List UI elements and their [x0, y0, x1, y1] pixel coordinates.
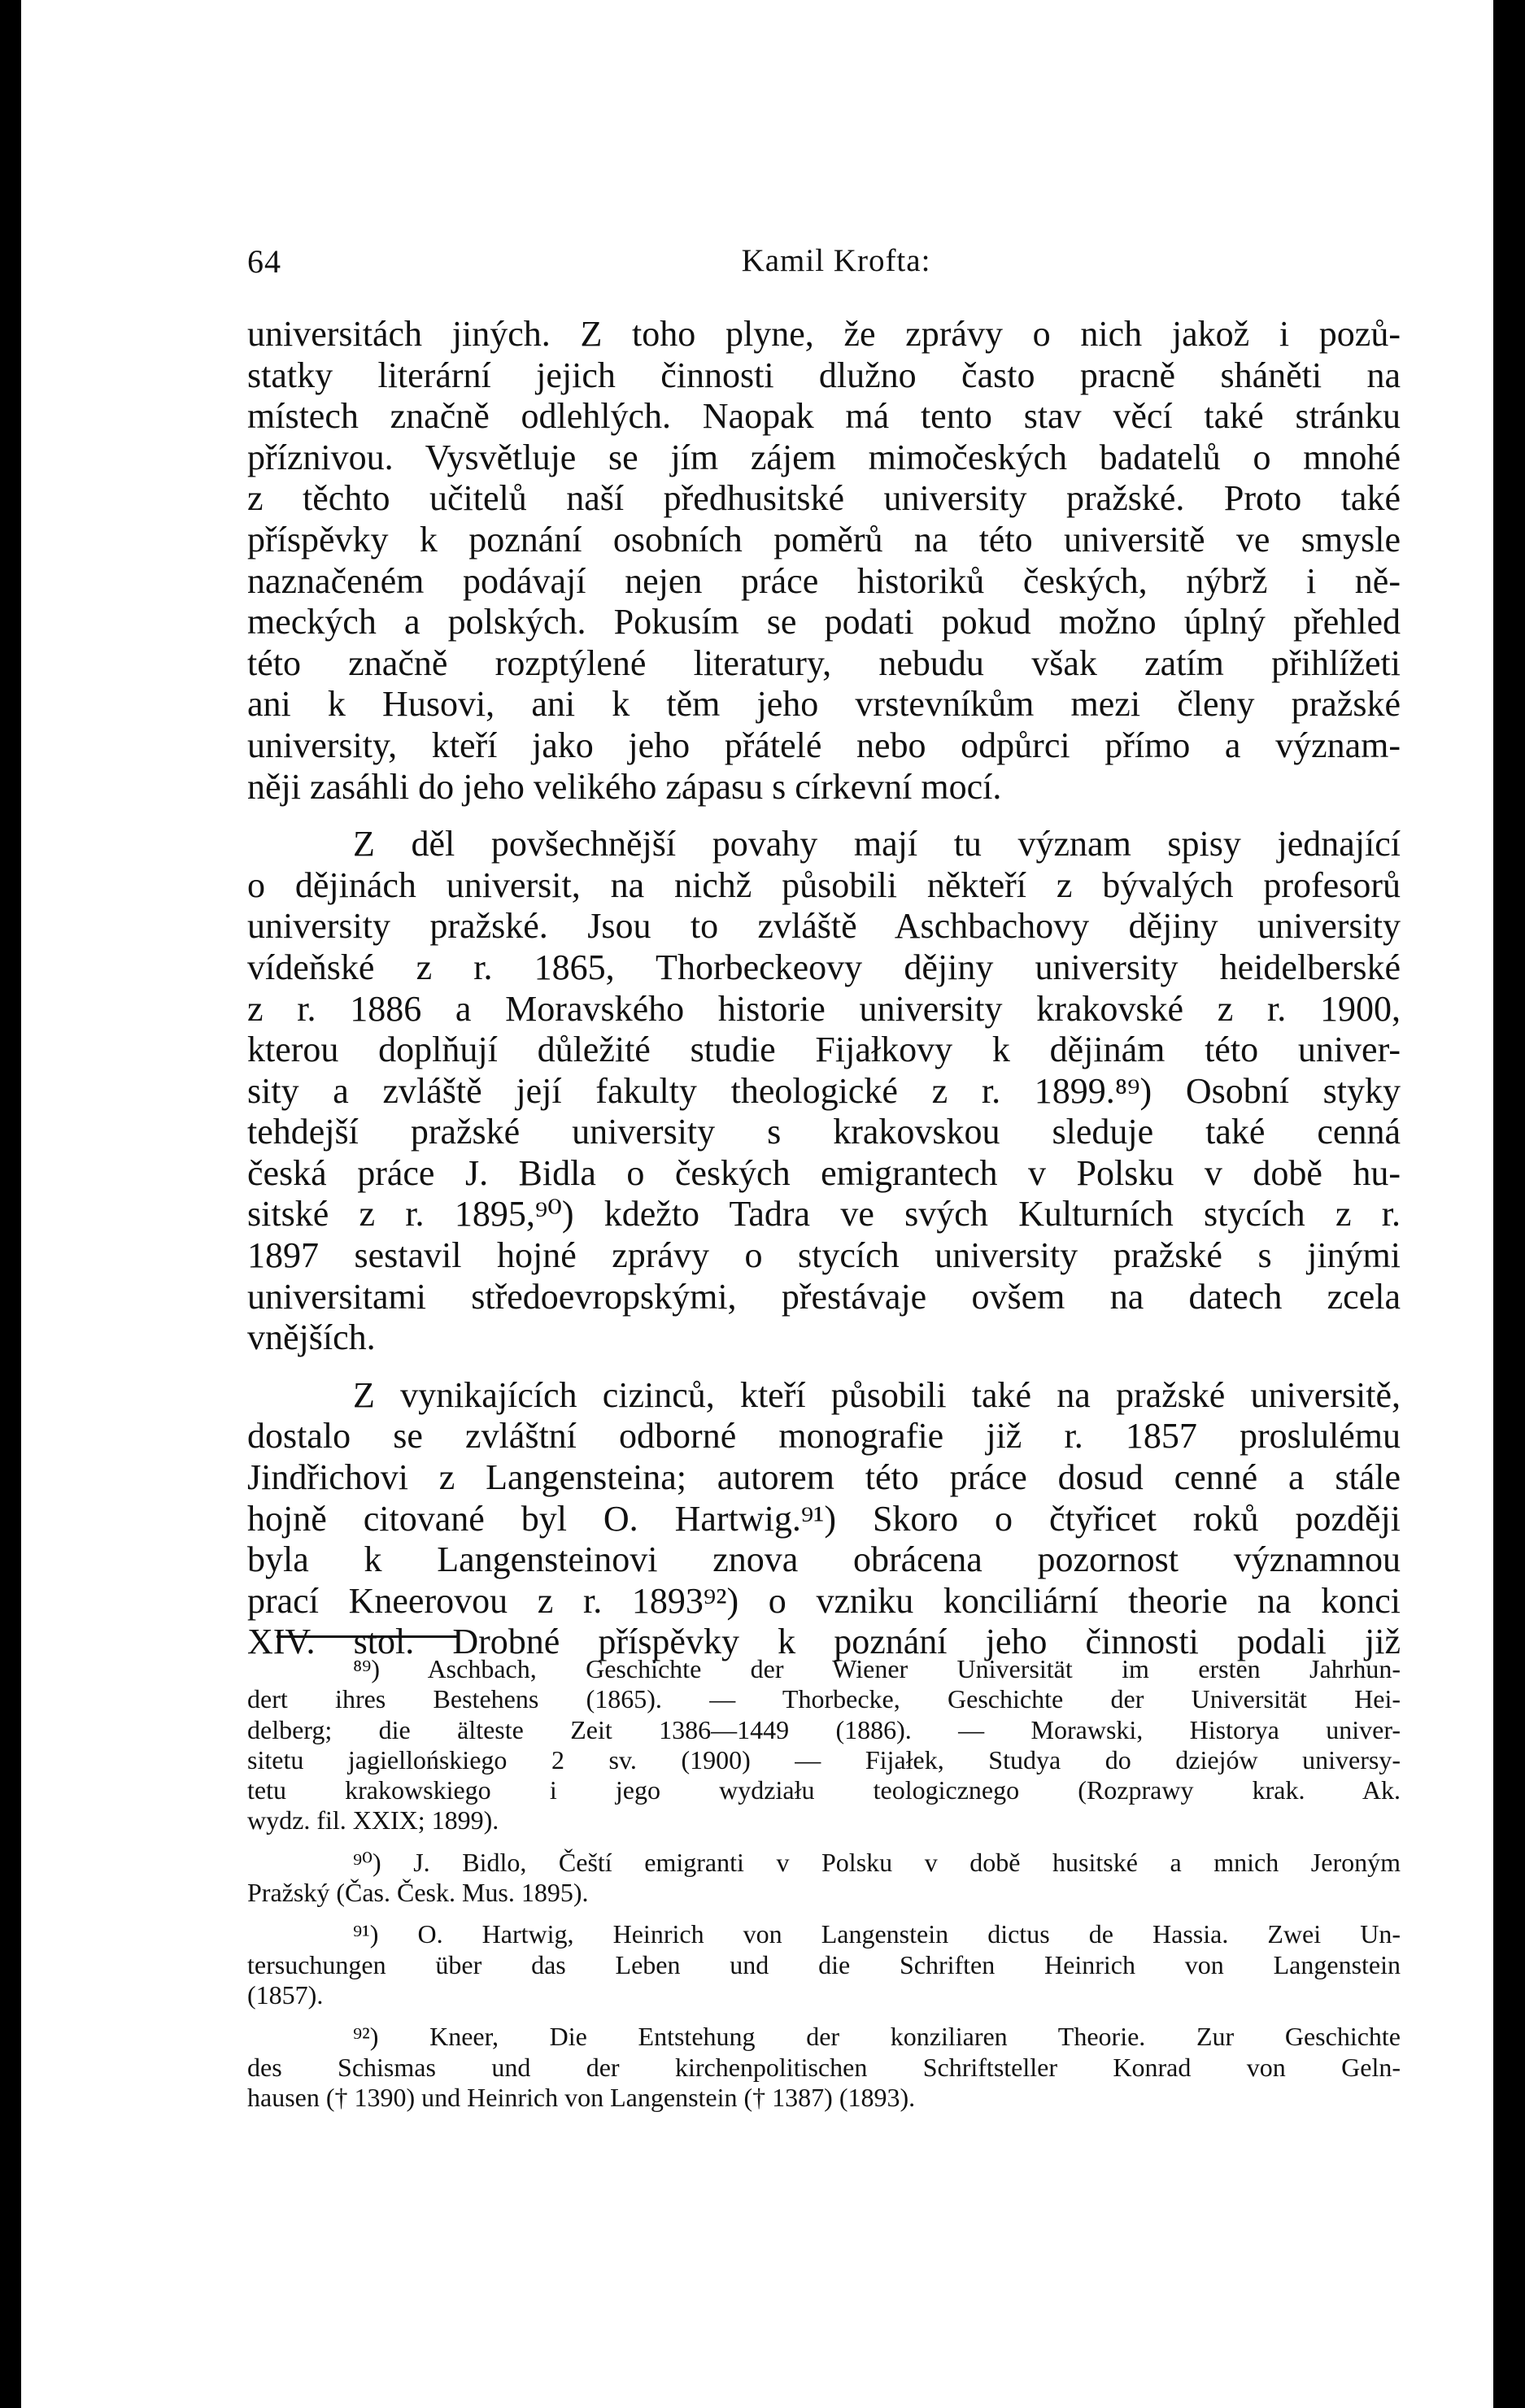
- text-line: z r. 1886 a Moravského historie university krakovské z r. 1900,: [247, 988, 1401, 1029]
- text-line: ani k Husovi, ani k těm jeho vrstevníkům mezi členy pražské: [247, 684, 1401, 725]
- text-line: Jindřichovi z Langensteina; autorem této práce dosud cenné a stále: [247, 1457, 1401, 1498]
- page-header: [247, 242, 1425, 291]
- text-line: 1897 sestavil hojné zprávy o stycích university pražské s jinými: [247, 1235, 1401, 1276]
- text-line: o dějinách universit, na nichž působili někteří z bývalých profesorů: [247, 864, 1401, 905]
- footnote-92: [247, 2022, 1401, 2113]
- text-line: hojně citované byl O. Hartwig.⁹¹) Skoro o čtyřicet roků později: [247, 1498, 1401, 1539]
- footnote-line: des Schismas und der kirchenpolitischen Schriftsteller Konrad von Geln-: [247, 2052, 1401, 2082]
- footnote-line: hausen († 1390) und Heinrich von Langenstein († 1387) (1893).: [247, 2082, 916, 2112]
- running-head: Kamil Krofta:: [741, 243, 931, 278]
- text-line: česká práce J. Bidla o českých emigrantech v Polsku v době hu-: [247, 1152, 1401, 1193]
- text-line: vídeňské z r. 1865, Thorbeckeovy dějiny university heidelberské: [247, 947, 1401, 987]
- text-line: příznivou. Vysvětluje se jím zájem mimočeských badatelů o mnohé: [247, 437, 1401, 477]
- book-page: [21, 0, 1493, 2408]
- footnotes: [247, 1654, 1401, 2113]
- text-line: příspěvky k poznání osobních poměrů na této universitě ve smysle: [247, 519, 1401, 560]
- text-line: XIV. stol. Drobné příspěvky k poznání jeho činnosti podali již: [247, 1622, 1401, 1662]
- text-line: Z vynikajících cizinců, kteří působili také na pražské universitě,: [353, 1374, 1401, 1415]
- footnote-91: [247, 1919, 1401, 2010]
- text-line: sitské z r. 1895,⁹⁰) kdežto Tadra ve svých Kulturních stycích z r.: [247, 1194, 1401, 1234]
- footnote-line: sitetu jagiellońskiego 2 sv. (1900) — Fijałek, Studya do dziejów universy-: [247, 1744, 1401, 1774]
- text-line: kterou doplňují důležité studie Fijałkovy k dějinám této univer-: [247, 1030, 1401, 1070]
- footnote-line: tetu krakowskiego i jego wydziału teologicznego (Rozprawy krak. Ak.: [247, 1775, 1401, 1805]
- text-line: meckých a polských. Pokusím se podati pokud možno úplný přehled: [247, 602, 1401, 642]
- text-line: universitách jiných. Z toho plyne, že zprávy o nich jakož i pozů-: [247, 314, 1401, 354]
- text-line: byla k Langensteinovi znova obrácena pozornost významnou: [247, 1539, 1401, 1580]
- body-text: [247, 314, 1401, 1663]
- paragraph: [247, 1375, 1401, 1663]
- text-line: něji zasáhli do jeho velikého zápasu s církevní mocí.: [247, 766, 1002, 807]
- footnote-separator: [277, 1635, 459, 1638]
- footnote-line: (1857).: [247, 1979, 324, 2010]
- footnote-line: ⁹⁰) J. Bidlo, Čeští emigranti v Polsku v době husitské a mnich Jeroným: [353, 1847, 1401, 1877]
- text-line: naznačeném podávají nejen práce historiků českých, nýbrž i ně-: [247, 560, 1401, 601]
- text-line: dostalo se zvláštní odborné monografie již r. 1857 proslulému: [247, 1416, 1401, 1457]
- text-line: z těchto učitelů naší předhusitské university pražské. Proto také: [247, 478, 1401, 519]
- text-line: sity a zvláště její fakulty theologické z r. 1899.⁸⁹) Osobní styky: [247, 1070, 1401, 1111]
- text-line: tehdejší pražské university s krakovskou sleduje také cenná: [247, 1112, 1401, 1152]
- text-line: této značně rozptýlené literatury, nebudu však zatím přihlížeti: [247, 642, 1401, 683]
- text-line: university pražské. Jsou to zvláště Aschbachovy dějiny university: [247, 906, 1401, 947]
- paragraph: [247, 824, 1401, 1359]
- footnote-89: [247, 1654, 1401, 1836]
- text-line: university, kteří jako jeho přátelé nebo odpůrci přímo a význam-: [247, 725, 1401, 765]
- footnote-line: wydz. fil. XXIX; 1899).: [247, 1805, 499, 1835]
- text-line: prací Kneerovou z r. 1893⁹²) o vzniku konciliární theorie na konci: [247, 1580, 1401, 1621]
- text-line: universitami středoevropskými, přestávaje ovšem na datech zcela: [247, 1276, 1401, 1317]
- footnote-line: ⁹²) Kneer, Die Entstehung der konziliaren Theorie. Zur Geschichte: [353, 2022, 1401, 2052]
- text-line: vnějších.: [247, 1317, 376, 1358]
- text-line: místech značně odlehlých. Naopak má tento stav věcí také stránku: [247, 396, 1401, 437]
- footnote-line: Pražský (Čas. Česk. Mus. 1895).: [247, 1878, 589, 1908]
- footnote-line: delberg; die älteste Zeit 1386—1449 (1886). — Morawski, Historya univer-: [247, 1714, 1401, 1744]
- text-line: Z děl povšechnější povahy mají tu význam spisy jednající: [353, 824, 1401, 864]
- footnote-line: ⁹¹) O. Hartwig, Heinrich von Langenstein dictus de Hassia. Zwei Un-: [353, 1919, 1401, 1949]
- footnote-line: dert ihres Bestehens (1865). — Thorbecke, Geschichte der Universität Hei-: [247, 1684, 1401, 1714]
- footnote-90: [247, 1848, 1401, 1909]
- footnote-line: tersuchungen über das Leben und die Schriften Heinrich von Langenstein: [247, 1949, 1401, 1979]
- text-line: statky literární jejich činnosti dlužno často pracně sháněti na: [247, 355, 1401, 395]
- paragraph: [247, 314, 1401, 808]
- footnote-line: ⁸⁹) Aschbach, Geschichte der Wiener Universität im ersten Jahrhun-: [353, 1654, 1401, 1683]
- page-number: 64: [247, 243, 281, 280]
